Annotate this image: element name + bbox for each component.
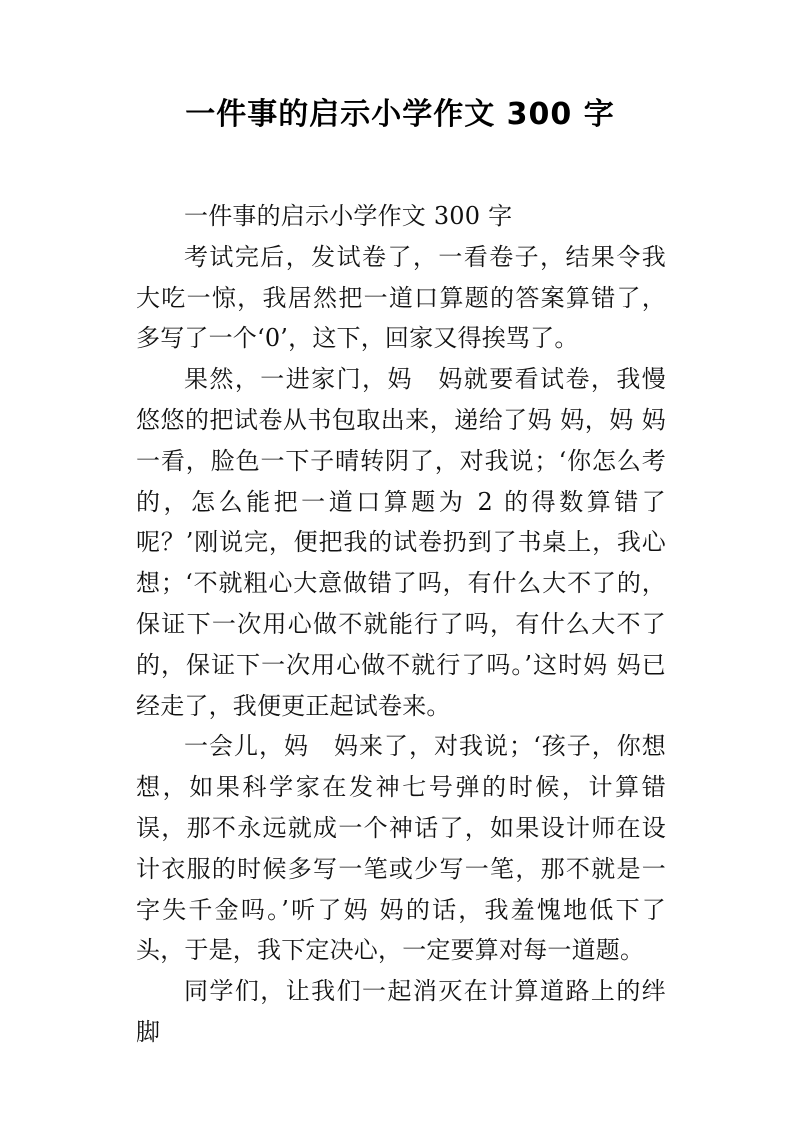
paragraph: 同学们，让我们一起消灭在计算道路上的绊脚 (136, 977, 666, 1046)
paragraph: 考试完后，发试卷了，一看卷子，结果令我大吃一惊，我居然把一道口算题的答案算错了，多写了一个‘0’，这下，回家又得挨骂了。 (136, 242, 666, 353)
document-title: 一件事的启示小学作文 300 字 (185, 97, 615, 132)
paragraph: 果然，一进家门，妈 妈就要看试卷，我慢悠悠的把试卷从书包取出来，递给了妈 妈，妈 妈一看，脸色一下子晴转阴了，对我说；‘你怎么考的，怎么能把一道口算题为 2 的得数算错了呢？’刚说完，便把我的试卷扔到了书桌上，我心想；‘不就粗心大意做错了吗，有什么大不了的，保证下一次用心做不就能行了吗，有什么大不了的，保证下一次用心做不就行了吗。’这时妈 妈已经走了，我便更正起试卷来。 (136, 365, 666, 720)
paragraph: 一会儿，妈 妈来了，对我说；‘孩子，你想想，如果科学家在发神七号弹的时候，计算错误，那不永远就成一个神话了，如果设计师在设计衣服的时候多写一笔或少写一笔，那不就是一字失千金吗。’听了妈 妈的话，我羞愧地低下了头，于是，我下定决心，一定要算对每一道题。 (136, 732, 666, 965)
paragraph-heading: 一件事的启示小学作文 300 字 (184, 202, 513, 230)
document-body (136, 196, 666, 1053)
